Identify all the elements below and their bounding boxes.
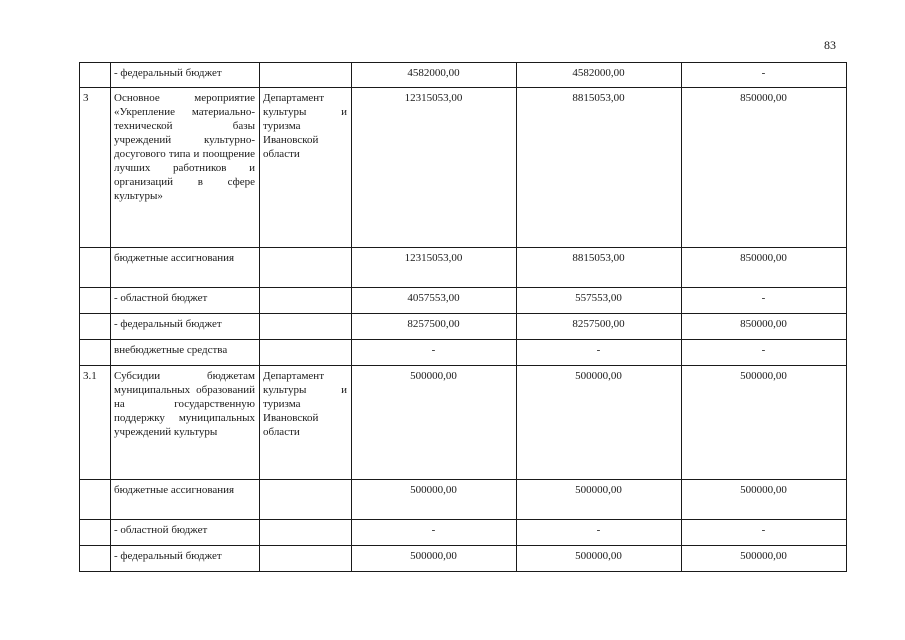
budget-table [79,62,847,572]
row-value-1-cell: 500000,00 [352,480,517,520]
row-name-cell: - федеральный бюджет [111,314,260,340]
row-value-1-cell: - [352,520,517,546]
row-name-cell: бюджетные ассигнования [111,248,260,288]
row-value-3-cell: 850000,00 [682,248,847,288]
row-value-3-cell: - [682,520,847,546]
row-executor-cell [260,480,352,520]
row-number-cell [80,314,111,340]
table-row [80,546,847,572]
row-number-cell [80,480,111,520]
row-number-cell [80,288,111,314]
row-executor-cell [260,340,352,366]
row-executor-cell: Департамент культуры и туризма Ивановской области [260,366,352,480]
row-value-2-cell: 8257500,00 [517,314,682,340]
row-name-cell: - федеральный бюджет [111,63,260,88]
row-executor-cell: Департамент культуры и туризма Ивановской области [260,88,352,248]
row-number-cell: 3 [80,88,111,248]
row-value-1-cell: 4057553,00 [352,288,517,314]
row-value-1-cell: 500000,00 [352,546,517,572]
page-number: 83 [824,38,836,52]
row-number-cell [80,546,111,572]
row-value-2-cell: 500000,00 [517,480,682,520]
row-value-2-cell: 500000,00 [517,366,682,480]
row-value-1-cell: 12315053,00 [352,248,517,288]
row-value-3-cell: 500000,00 [682,546,847,572]
row-number-cell: 3.1 [80,366,111,480]
row-value-1-cell: 8257500,00 [352,314,517,340]
budget-table-body [80,63,847,572]
row-name-cell: внебюджетные средства [111,340,260,366]
row-name-cell: - областной бюджет [111,520,260,546]
row-value-2-cell: 500000,00 [517,546,682,572]
row-executor-cell [260,520,352,546]
row-number-cell [80,63,111,88]
row-value-3-cell: - [682,288,847,314]
table-row [80,63,847,88]
row-number-cell [80,340,111,366]
table-row [80,520,847,546]
row-name-cell: - областной бюджет [111,288,260,314]
row-value-3-cell: 500000,00 [682,366,847,480]
row-value-3-cell: 850000,00 [682,314,847,340]
row-executor-cell [260,546,352,572]
row-value-3-cell: 500000,00 [682,480,847,520]
table-row [80,88,847,248]
row-value-2-cell: 557553,00 [517,288,682,314]
row-value-1-cell: 12315053,00 [352,88,517,248]
table-row [80,340,847,366]
table-row [80,366,847,480]
table-row [80,314,847,340]
row-value-2-cell: - [517,340,682,366]
row-value-2-cell: 8815053,00 [517,88,682,248]
row-executor-cell [260,63,352,88]
row-executor-cell [260,248,352,288]
row-name-cell: Основное мероприятие «Укрепление материально-технической базы учреждений культурно-досугового типа и поощрение лучших работников и организаций в сфере культуры» [111,88,260,248]
row-name-cell: - федеральный бюджет [111,546,260,572]
row-name-cell: Субсидии бюджетам муниципальных образований на государственную поддержку муниципальных учреждений культуры [111,366,260,480]
row-value-3-cell: - [682,340,847,366]
row-value-2-cell: 8815053,00 [517,248,682,288]
table-row [80,480,847,520]
table-row [80,248,847,288]
row-executor-cell [260,314,352,340]
row-value-1-cell: 500000,00 [352,366,517,480]
row-number-cell [80,520,111,546]
row-value-1-cell: 4582000,00 [352,63,517,88]
row-executor-cell [260,288,352,314]
row-value-2-cell: 4582000,00 [517,63,682,88]
row-number-cell [80,248,111,288]
table-row [80,288,847,314]
row-value-2-cell: - [517,520,682,546]
row-value-1-cell: - [352,340,517,366]
row-value-3-cell: 850000,00 [682,88,847,248]
row-value-3-cell: - [682,63,847,88]
row-name-cell: бюджетные ассигнования [111,480,260,520]
